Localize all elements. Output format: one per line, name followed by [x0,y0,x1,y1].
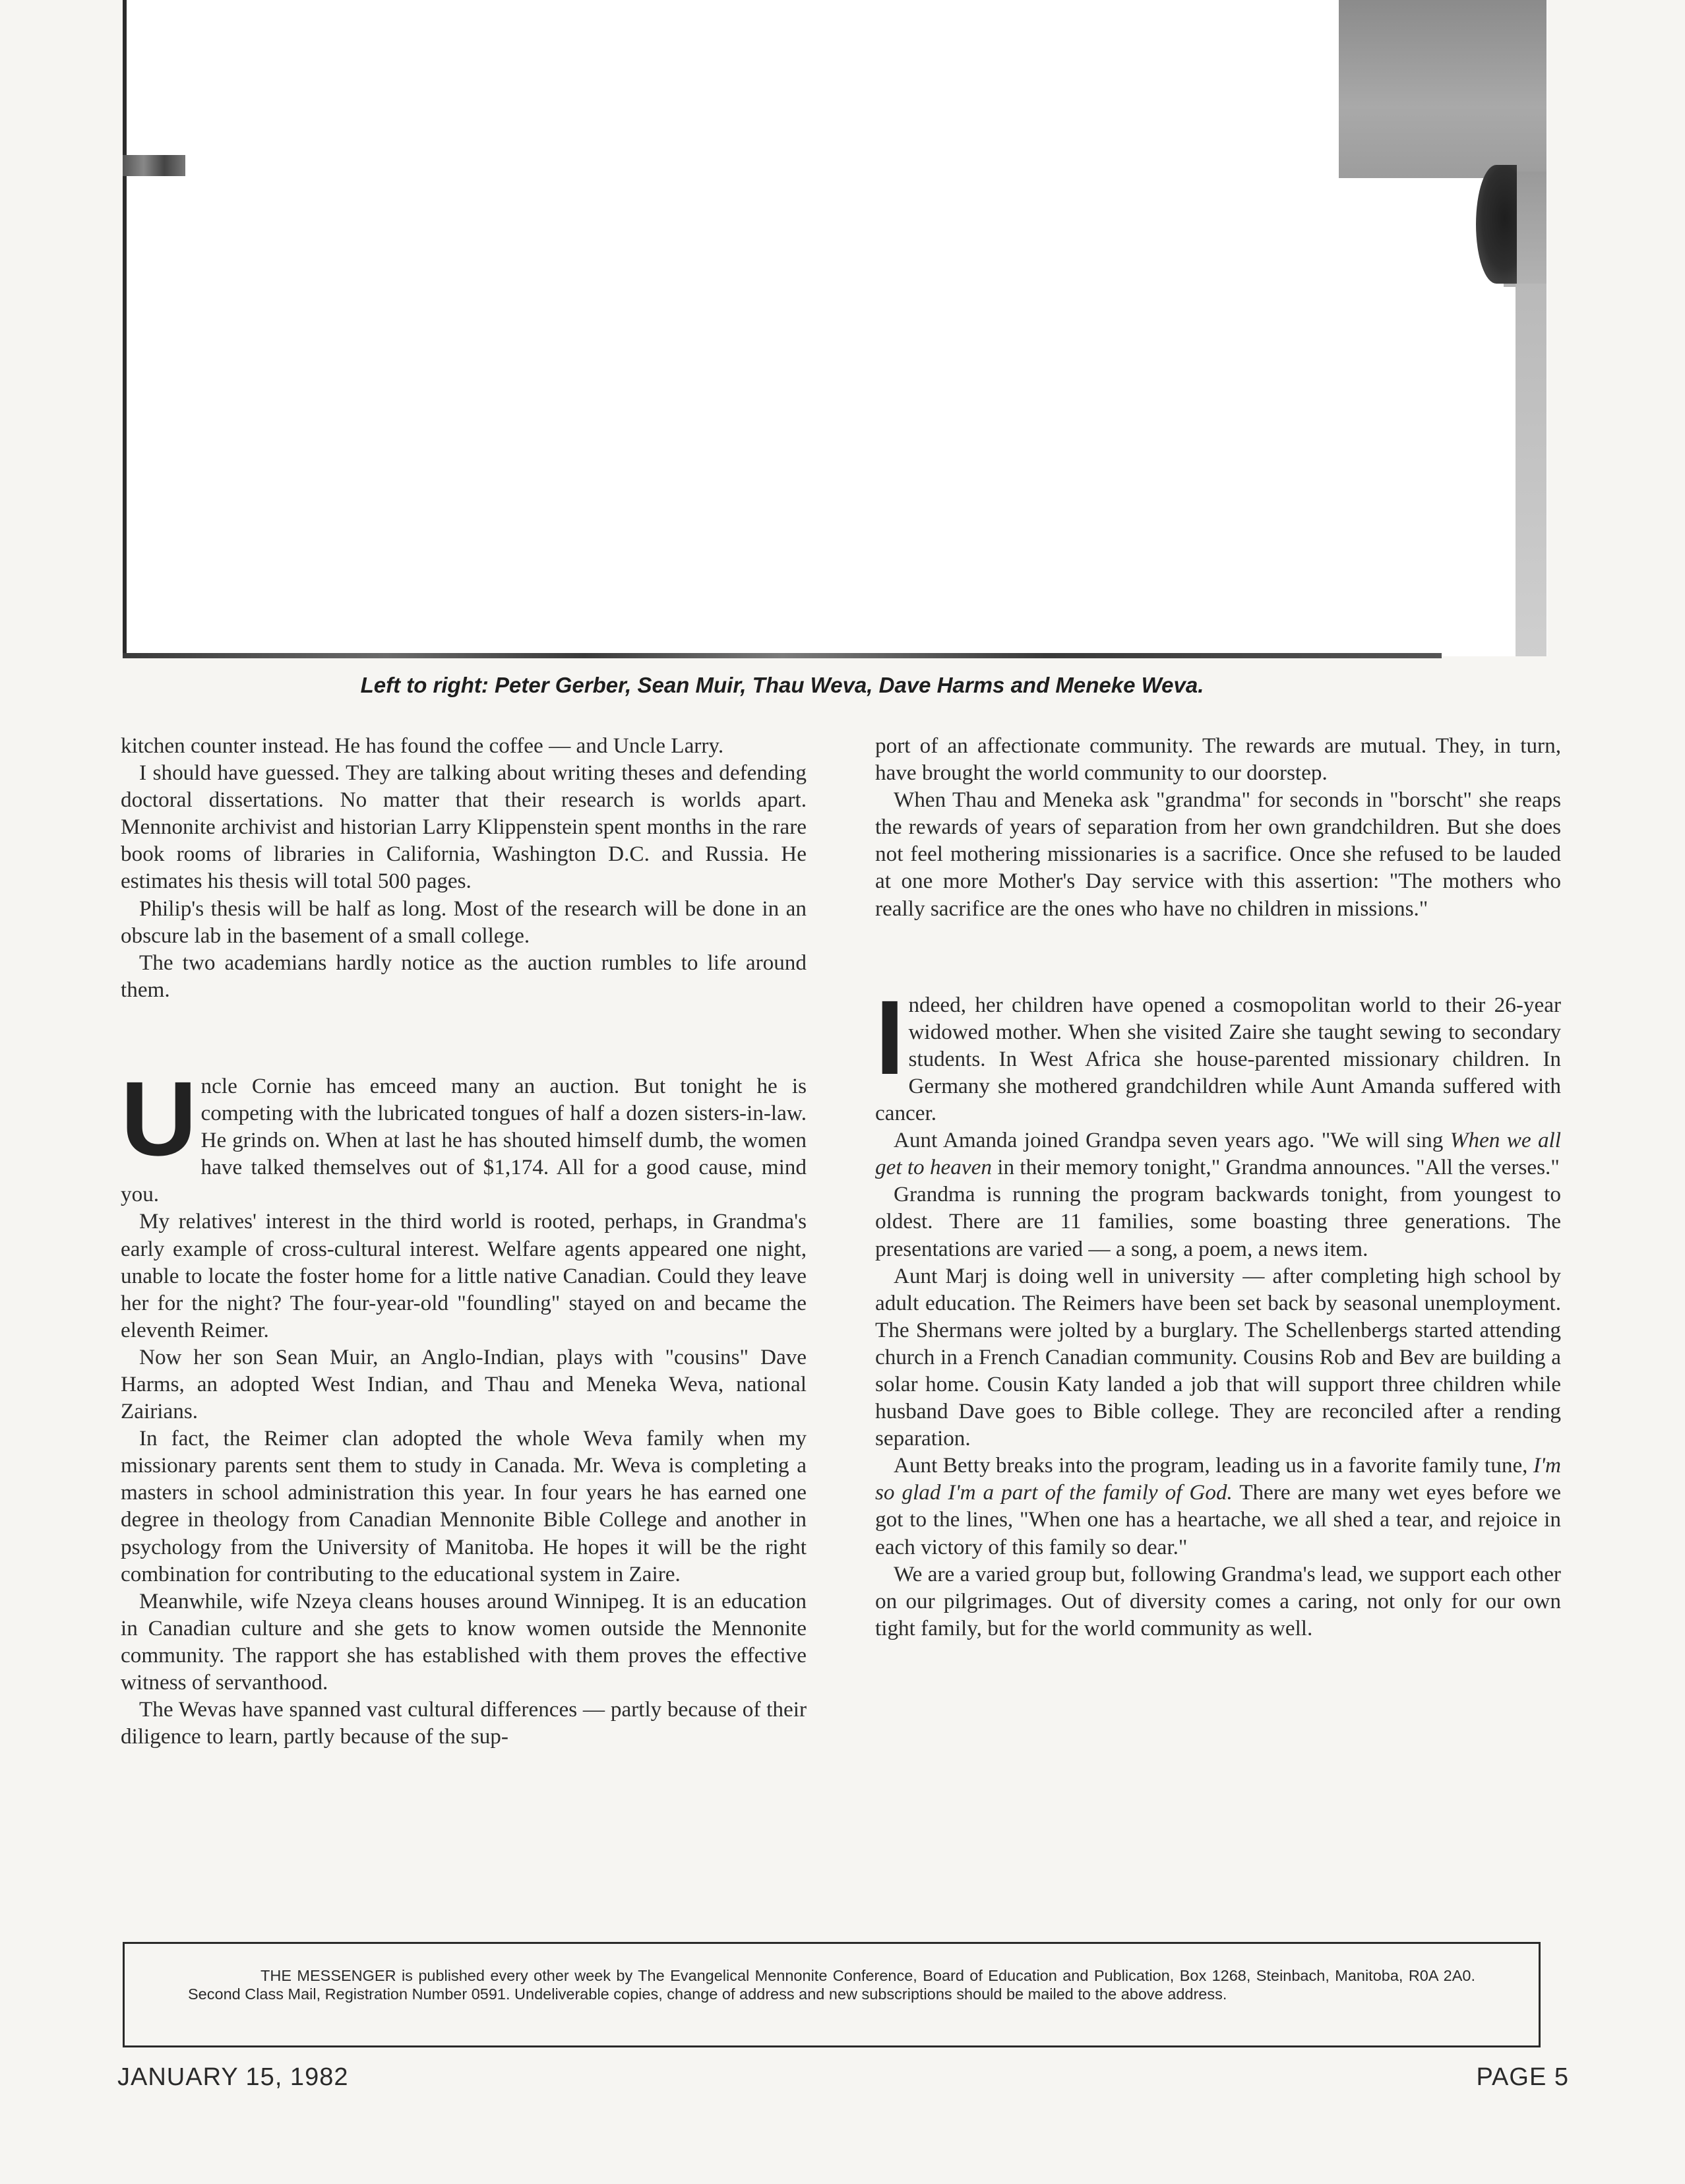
dropcap-paragraph [121,1045,807,1208]
section-gap [121,1003,807,1045]
text-run: Aunt Betty breaks into the program, leading us in a favorite family tune, [894,1453,1533,1478]
section-gap [875,922,1561,964]
song-title: I'm so glad I'm a part of the family of God. [875,1453,1561,1505]
publication-notice-box [123,1942,1541,2047]
paragraph: The two academians hardly notice as the auction rumbles to life around them. [121,950,807,1002]
song-title: When we all get to heaven [875,1128,1561,1180]
photo-fragment-right [1339,0,1547,656]
paragraph: kitchen counter instead. He has found the coffee — and Uncle Larry. [121,733,724,758]
paragraph: In fact, the Reimer clan adopted the whole Weva family when my missionary parents sent them to study in Canada. Mr. Weva is completing a masters in school administration this year. In four years he has earned one degree in theology from Canadian Mennonite Bible College and another in psychology from the University of Manitoba. He hopes it will be the right combination for contributing to the educational system in Zaire. [121,1426,807,1586]
paragraph: The Wevas have spanned vast cultural differences — partly because of their diligence to learn, partly because of the sup- [121,1697,807,1749]
publication-notice: THE MESSENGER is published every other week by The Evangelical Mennonite Conference, Board of Education and Publication, Box 1268, Steinbach, Manitoba, R0A 2A0. Second Class Mail, Registration Number 0591. Undeliverable copies, change of address and new subscriptions should be mailed to the above address. [188,1967,1475,2003]
dropcap-letter: I [875,978,905,1096]
page-number: PAGE 5 [1476,2063,1569,2091]
left-column [121,732,807,1750]
paragraph-betty [875,1452,1561,1560]
paragraph: Now her son Sean Muir, an Anglo-Indian, plays with "cousins" Dave Harms, an adopted West Indian, and Thau and Meneka Weva, national Zairians. [121,1344,807,1424]
text-run: There are many wet eyes before we got to the lines, "When one has a heartache, we all shed a tear, and rejoice in each victory of this family so dear." [875,1480,1562,1559]
text-run: in their memory tonight," Grandma announces. "All the verses." [991,1155,1560,1180]
issue-date: JANUARY 15, 1982 [117,2063,349,2091]
paragraph: Aunt Marj is doing well in university — after completing high school by adult education. The Reimers have been set back by seasonal unemployment. The Shermans were jolted by a burglary. The Schellenbergs started attending church in a French Canadian community. Cousins Rob and Bev are building a solar home. Cousin Katy landed a job that will support three children while husband Dave goes to Bible college. They are reconciled after a rending separation. [875,1263,1561,1451]
photo-lower-strip [1516,284,1547,656]
paragraph: We are a varied group but, following Grandma's lead, we support each other on our pilgrimages. Out of diversity comes a caring, not only for our own tight family, but for the world community as well. [875,1561,1561,1640]
photo-bottom-edge [123,653,1442,658]
dropcap-text: ndeed, her children have opened a cosmopolitan world to their 26-year widowed mother. When she visited Zaire she taught sewing to secondary students. In West Africa she house-parented missionary children. In Germany she mothered grandchildren while Aunt Amanda suffered with cancer. [875,992,1561,1126]
dropcap-paragraph [875,964,1561,1127]
photo-caption: Left to right: Peter Gerber, Sean Muir, Thau Weva, Dave Harms and Meneke Weva. [360,673,1204,697]
photo-left-edge [123,0,127,656]
paragraph: Grandma is running the program backwards tonight, from youngest to oldest. There are 11 families, some boasting three generations. The presentations are varied — a song, a poem, a news item. [875,1182,1561,1261]
paragraph-amanda [875,1127,1561,1181]
text-run: Aunt Amanda joined Grandpa seven years ago. "We will sing [894,1128,1450,1153]
paragraph: When Thau and Meneka ask "grandma" for seconds in "borscht" she reaps the rewards of years of separation from her own grandchildren. But she does not feel mothering missionaries is a sacrifice. Once she refused to be lauded at one more Mother's Day service with this assertion: "The mothers who really sacrifice are the ones who have no children in missions." [875,788,1561,921]
dropcap-letter: U [121,1059,197,1177]
photo-fragment-mark [123,155,185,176]
paragraph: Meanwhile, wife Nzeya cleans houses around Winnipeg. It is an education in Canadian culture and she gets to know women outside the Mennonite community. The rapport she has established with them proves the effective witness of servanthood. [121,1588,807,1695]
paragraph: I should have guessed. They are talking about writing theses and defending doctoral dissertations. No matter that their research is worlds apart. Mennonite archivist and historian Larry Klippenstein spent months in the rare book rooms of libraries in California, Washington D.C. and Russia. He estimates his thesis will total 500 pages. [121,761,807,894]
dropcap-text: ncle Cornie has emceed many an auction. But tonight he is competing with the lubricated tongues of half a dozen sisters-in-law. He grinds on. When at last he has shouted himself dumb, the women have talked themselves out of $1,174. All for a good cause, mind you. [121,1073,807,1207]
paragraph: My relatives' interest in the third world is rooted, perhaps, in Grandma's early example of cross-cultural interest. Welfare agents appeared one night, unable to locate the foster home for a little native Canadian. Could they leave her for the night? The four-year-old "foundling" stayed on and became the eleventh Reimer. [121,1209,807,1342]
photo-background [1339,0,1547,178]
right-column [875,732,1561,1642]
paragraph: Philip's thesis will be half as long. Most of the research will be done in an obscure lab in the basement of a small college. [121,896,807,948]
photo-child-face [1476,165,1517,284]
paragraph: port of an affectionate community. The rewards are mutual. They, in turn, have brought the world community to our doorstep. [875,733,1561,786]
photo [123,0,1547,656]
